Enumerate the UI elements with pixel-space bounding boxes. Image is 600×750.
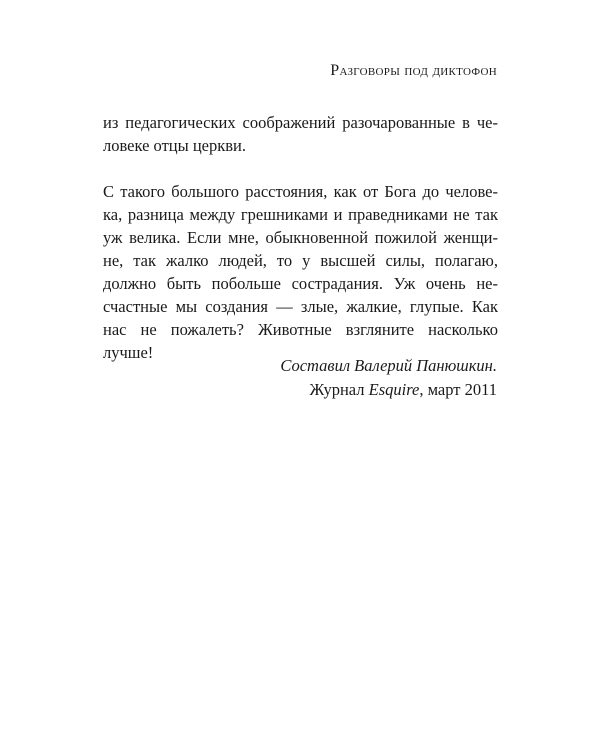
paragraph-line: из педагогических соображений разочарованные в че-: [103, 113, 498, 132]
paragraph-line: лучше!: [103, 343, 154, 362]
paragraph-line: нас не пожалеть? Животные взгляните насколько: [103, 320, 498, 339]
source-suffix: , март 2011: [419, 380, 497, 399]
signature-author: Составил Валерий Панюшкин.: [280, 356, 497, 375]
paragraph-line: ловеке отцы церкви.: [103, 136, 247, 155]
paragraph-line: уж велика. Если мне, обыкновенной пожилой женщи-: [103, 228, 498, 247]
running-head: Разговоры под диктофон: [330, 62, 497, 79]
source-prefix: Журнал: [309, 380, 369, 399]
signature-block: [280, 354, 497, 402]
paragraph-line: счастные мы создания — злые, жалкие, глупые. Как: [103, 297, 498, 316]
source-title: Esquire: [368, 380, 420, 399]
paragraph-2: [103, 180, 498, 364]
paragraph-line: не, так жалко людей, то у высшей силы, полагаю,: [103, 251, 498, 270]
paragraph-line: должно быть побольше сострадания. Уж очень не-: [103, 274, 498, 293]
paragraph-line: ка, разница между грешниками и праведниками не так: [103, 205, 498, 224]
paragraph-1: [103, 111, 498, 157]
paragraph-line: С такого большого расстояния, как от Бога до челове-: [103, 182, 498, 201]
signature-source: [280, 378, 497, 402]
